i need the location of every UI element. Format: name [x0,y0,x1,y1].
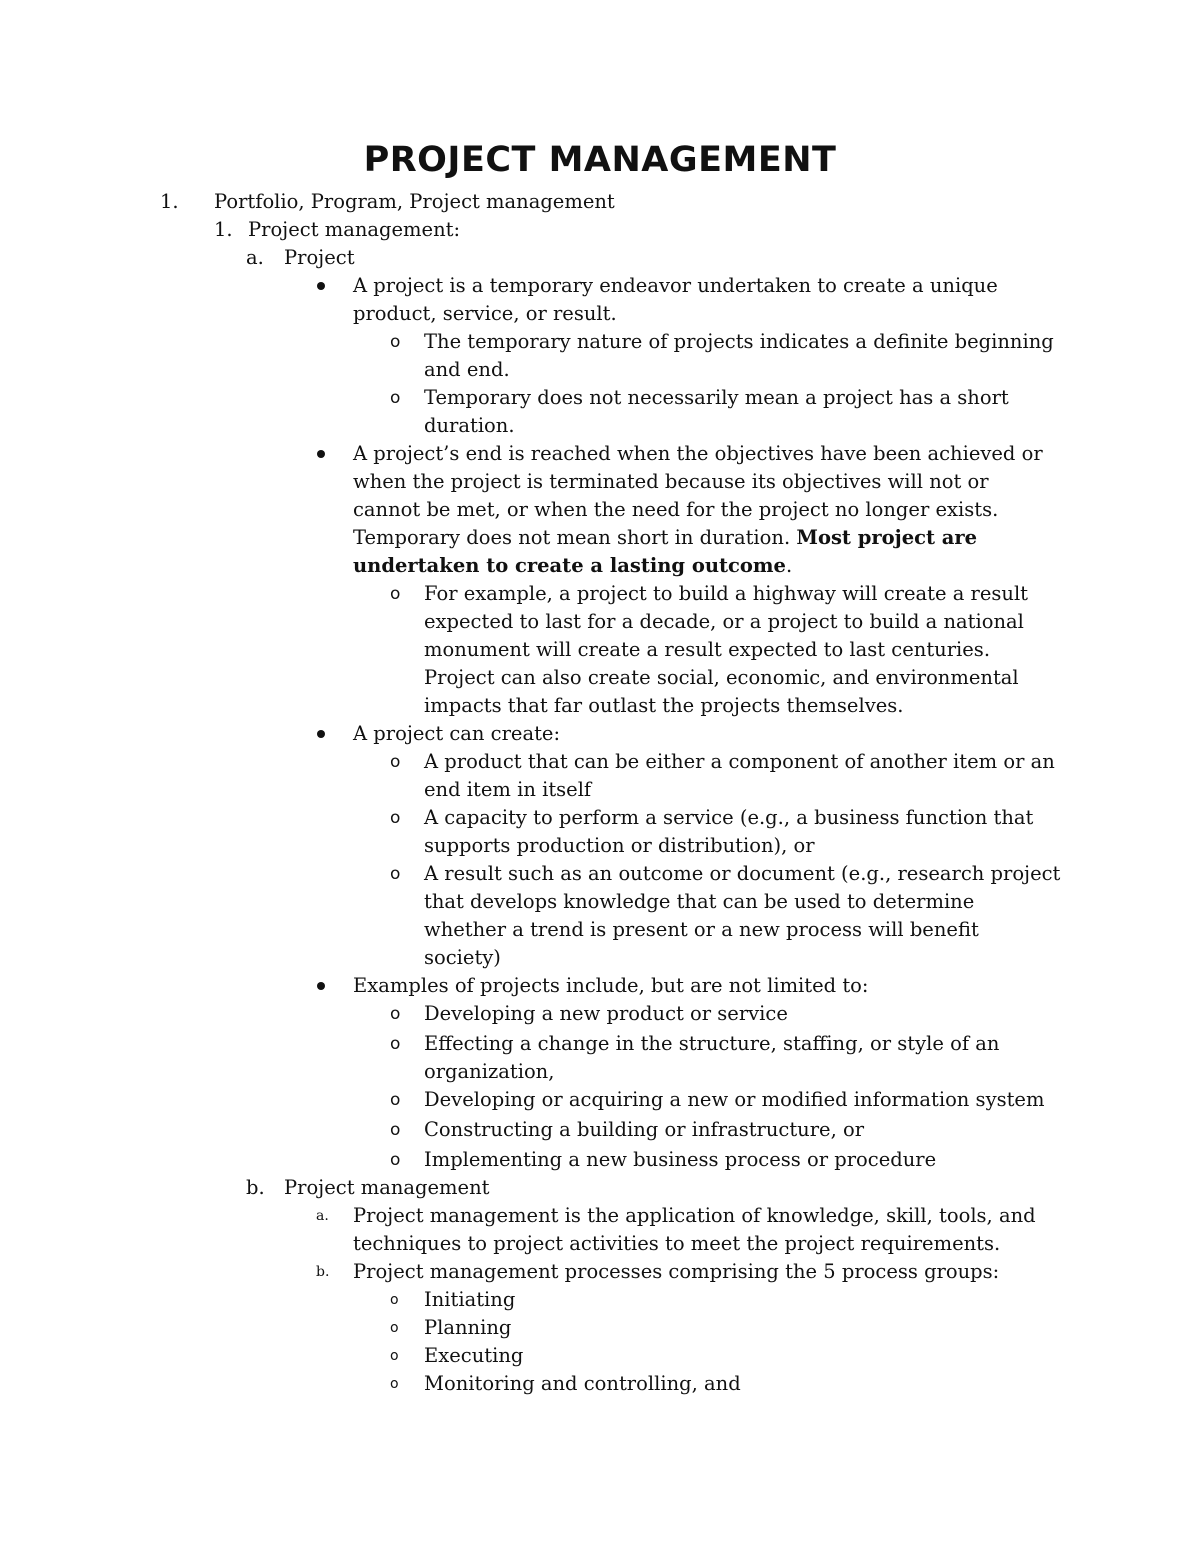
list-item: A project can create: [353,722,561,745]
circle-bullet-icon: o [390,1150,401,1170]
list-item: organization, [424,1060,555,1083]
list-item: Temporary does not necessarily mean a project has a short [424,386,1009,409]
list-item: society) [424,946,501,969]
section-heading: Portfolio, Program, Project management [214,190,615,213]
list-item: supports production or distribution), or [424,834,815,857]
list-item: A product that can be either a component of another item or an [424,750,1055,773]
circle-bullet-icon: o [390,1292,399,1308]
circle-bullet-icon: o [390,1320,399,1336]
list-item [353,552,792,580]
list-item: duration. [424,414,515,437]
circle-bullet-icon: o [390,752,401,772]
list-item: when the project is terminated because its objectives will not or [353,470,989,493]
list-item: Monitoring and controlling, and [424,1372,741,1395]
list-item: Project can also create social, economic, and environmental [424,666,1019,689]
circle-bullet-icon: o [390,1090,401,1110]
circle-bullet-icon: o [390,1004,401,1024]
circle-bullet-icon: o [390,864,401,884]
list-marker: b. [246,1176,265,1199]
list-item: that develops knowledge that can be used to determine [424,890,975,913]
list-item: A project is a temporary endeavor undertaken to create a unique [353,274,998,297]
list-item: A result such as an outcome or document (e.g., research project [424,862,1061,885]
item-heading: Project [284,246,355,269]
list-marker: 1. [214,218,233,241]
list-item: techniques to project activities to meet the project requirements. [353,1232,1001,1255]
list-item: Project management processes comprising the 5 process groups: [353,1260,1000,1283]
list-item: A project’s end is reached when the objectives have been achieved or [353,442,1043,465]
list-item: Effecting a change in the structure, staffing, or style of an [424,1032,1000,1055]
list-marker: 1. [160,190,179,213]
list-item: Examples of projects include, but are not limited to: [353,974,869,997]
list-item: product, service, or result. [353,302,617,325]
list-item: A capacity to perform a service (e.g., a business function that [424,806,1034,829]
subsection-heading: Project management: [248,218,461,241]
list-item [353,524,977,552]
list-item: expected to last for a decade, or a project to build a national [424,610,1024,633]
list-item: Initiating [424,1288,516,1311]
page-title: PROJECT MANAGEMENT [363,140,837,180]
list-item: Constructing a building or infrastructure, or [424,1118,865,1141]
bullet-icon [317,730,325,738]
list-item: impacts that far outlast the projects themselves. [424,694,904,717]
item-heading: Project management [284,1176,490,1199]
list-item: whether a trend is present or a new process will benefit [424,918,979,941]
list-item: Executing [424,1344,524,1367]
list-item: Developing a new product or service [424,1002,788,1025]
circle-bullet-icon: o [390,808,401,828]
list-item: For example, a project to build a highway will create a result [424,582,1029,605]
list-item: Planning [424,1316,512,1339]
circle-bullet-icon: o [390,388,401,408]
list-item: Developing or acquiring a new or modified information system [424,1088,1045,1111]
list-item: monument will create a result expected to last centuries. [424,638,991,661]
bullet-icon [317,982,325,990]
list-marker: a. [246,246,264,269]
list-item: end item in itself [424,778,592,801]
circle-bullet-icon: o [390,332,401,352]
circle-bullet-icon: o [390,1120,401,1140]
list-item: cannot be met, or when the need for the project no longer exists. [353,498,999,521]
circle-bullet-icon: o [390,1376,399,1392]
list-item: Project management is the application of knowledge, skill, tools, and [353,1204,1036,1227]
bold-text: Most project are [796,526,978,549]
list-marker: b. [316,1264,330,1280]
circle-bullet-icon: o [390,584,401,604]
bullet-icon [317,282,325,290]
bold-text: undertaken to create a lasting outcome [353,554,786,577]
plain-text: Temporary does not mean short in duration. [353,526,797,549]
plain-text: . [785,554,793,577]
list-item: Implementing a new business process or procedure [424,1148,937,1171]
list-marker: a. [316,1208,329,1224]
list-item: The temporary nature of projects indicates a definite beginning [424,330,1054,353]
bullet-icon [317,450,325,458]
circle-bullet-icon: o [390,1348,399,1364]
circle-bullet-icon: o [390,1034,401,1054]
list-item: and end. [424,358,510,381]
